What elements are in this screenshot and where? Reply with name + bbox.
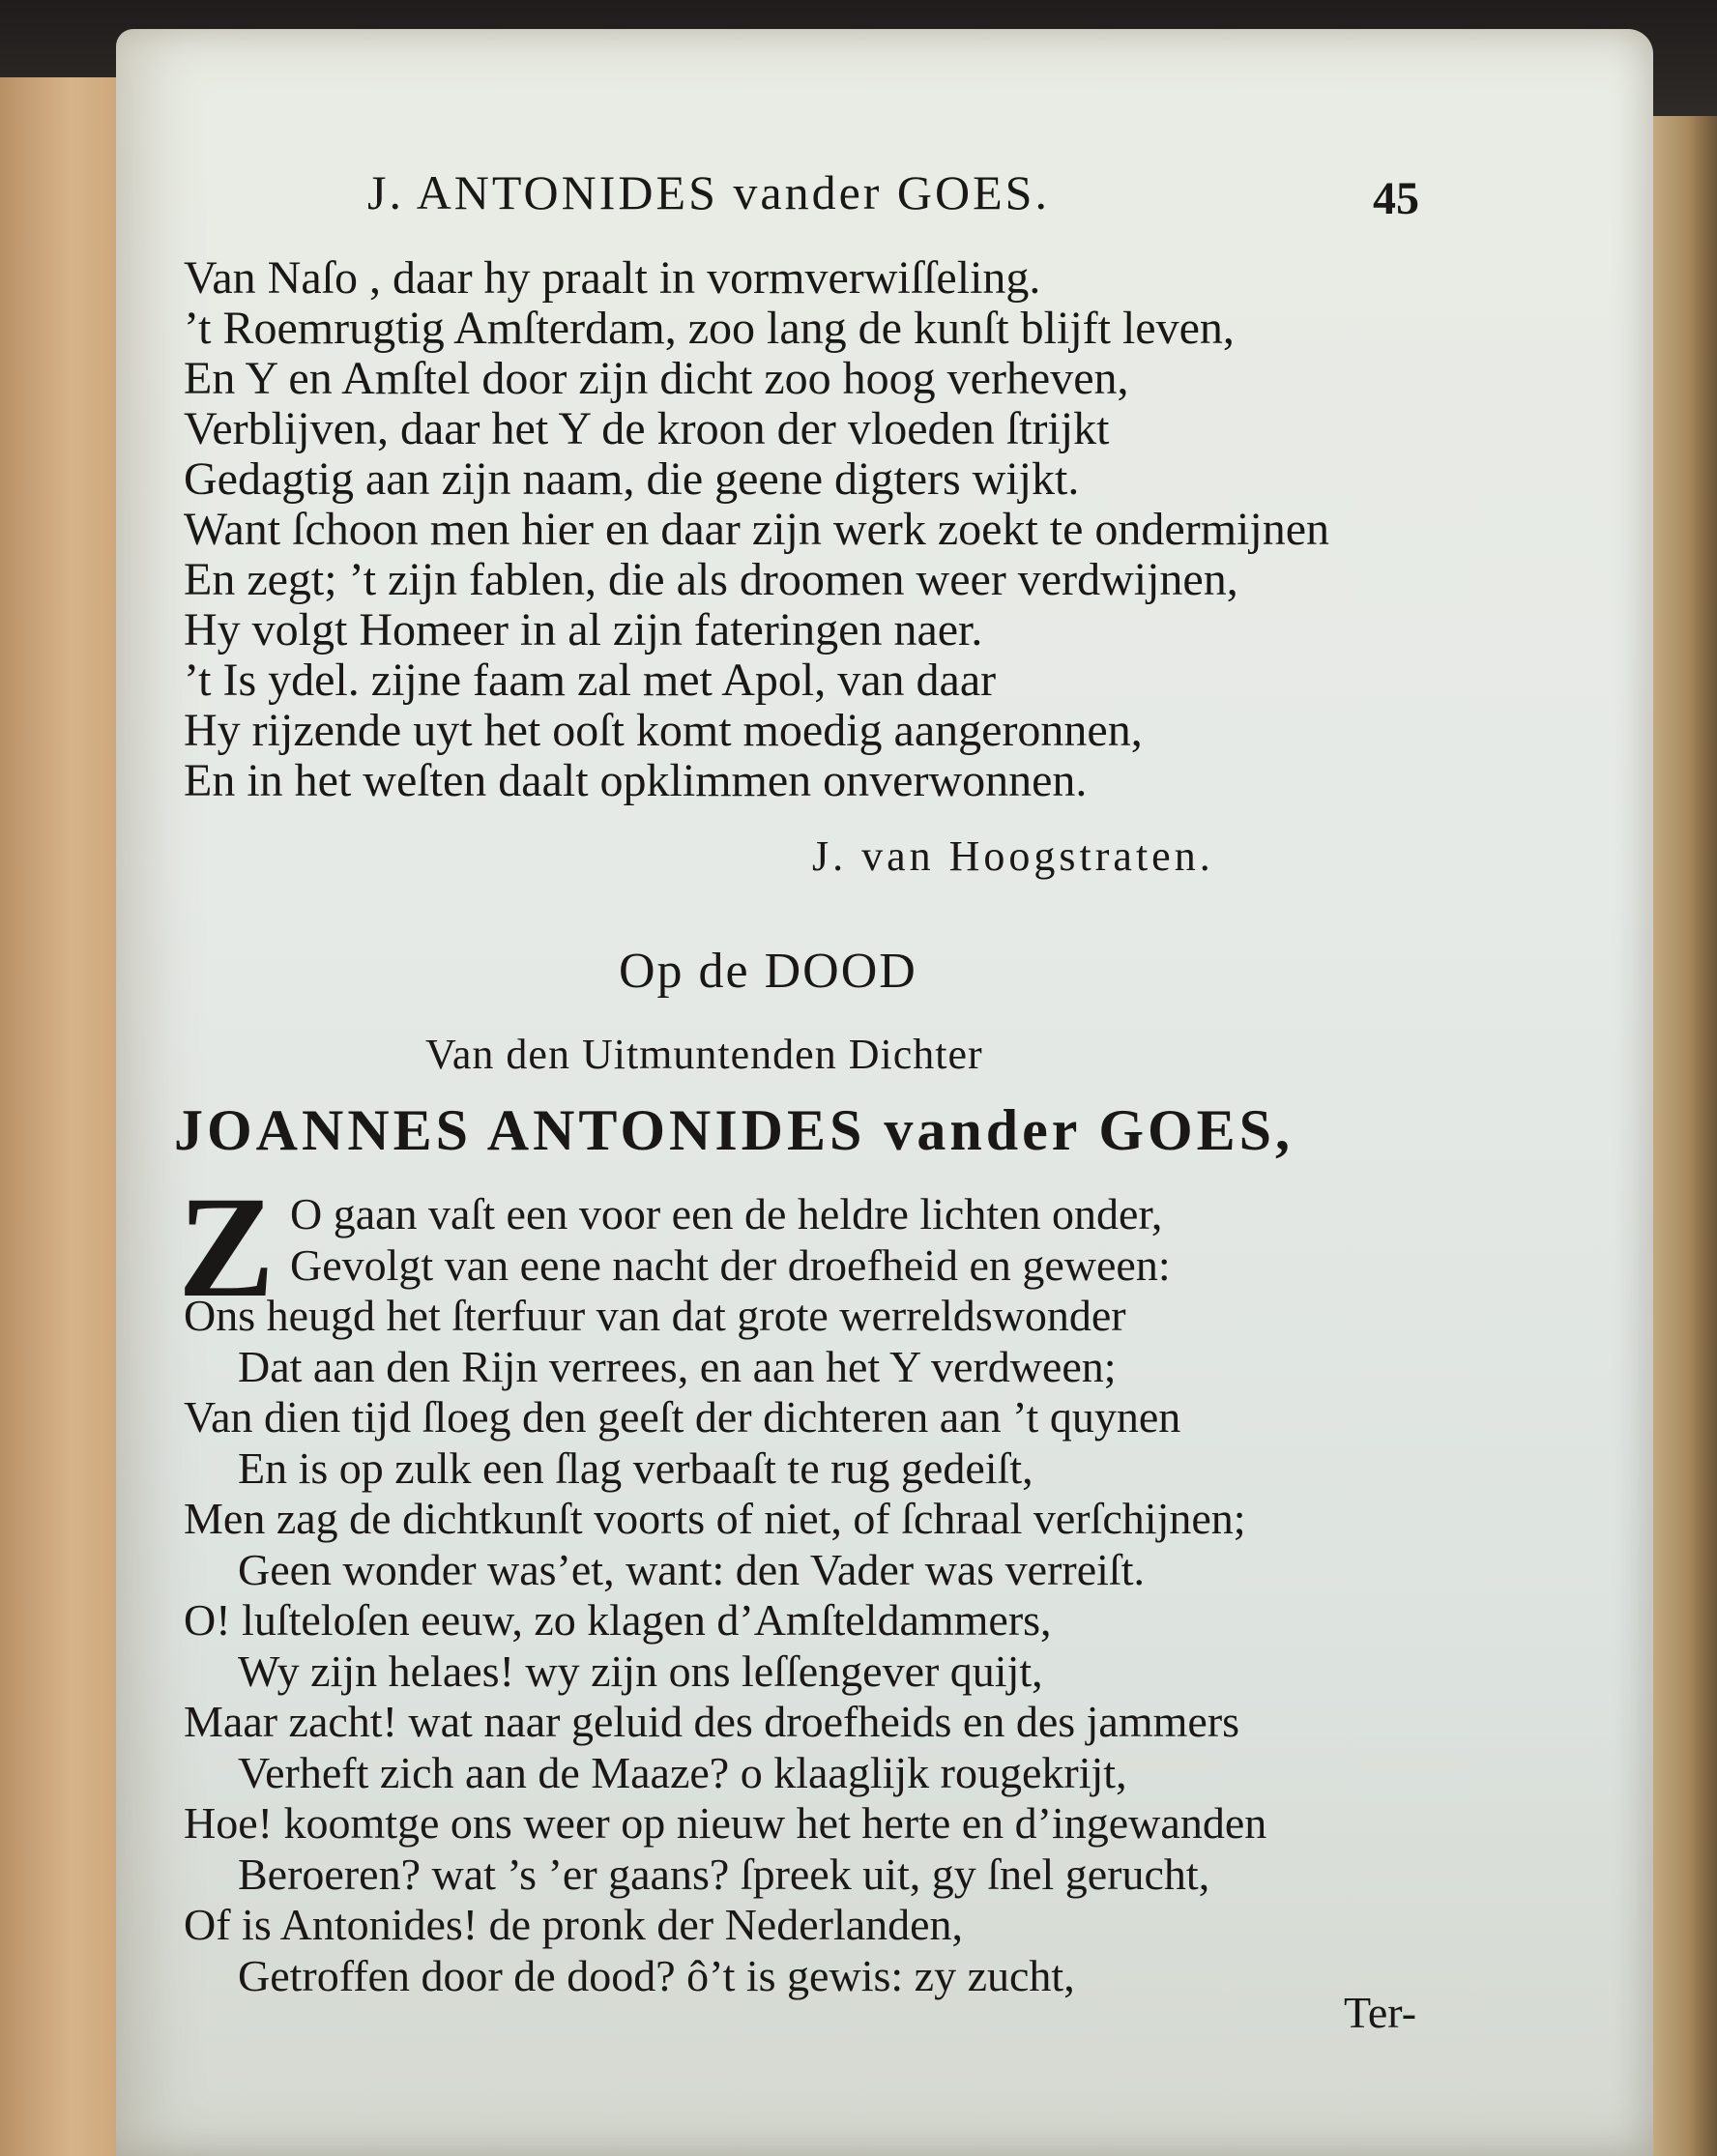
poem-line: Maar zacht! wat naar geluid des droefheids en des jammers <box>184 1697 1240 1746</box>
book-fore-edge <box>1644 116 1717 2156</box>
page-number: 45 <box>1373 173 1419 224</box>
poem-line: Van dien tijd ſloeg den geeſt der dichteren aan ’t quynen <box>184 1392 1181 1442</box>
poem-line: Ons heugd het ſterfuur van dat grote werreldswonder <box>184 1291 1126 1340</box>
poem-title-line-2: Van den Uitmuntenden Dichter <box>425 1031 983 1078</box>
running-title: J. ANTONIDES vander GOES. <box>367 165 1050 219</box>
left-page-edge <box>0 77 131 2156</box>
poem-line: O! luſteloſen eeuw, zo klagen d’Amſteldammers, <box>184 1595 1052 1645</box>
catchword: Ter- <box>1344 1988 1417 2037</box>
poem-line: Dat aan den Rijn verrees, en aan het Y verdween; <box>238 1341 1117 1391</box>
drop-cap: Z <box>178 1167 276 1327</box>
poem-line: Hy rijzende uyt het ooſt komt moedig aangeronnen, <box>184 705 1143 756</box>
poem-line: Verheft zich aan de Maaze? o klaaglijk rougekrijt, <box>238 1747 1127 1797</box>
poem-line: Verblijven, daar het Y de kroon der vloeden ſtrijkt <box>184 403 1110 454</box>
poem-line: Beroeren? wat ’s ’er gaans? ſpreek uit, gy ſnel gerucht, <box>238 1849 1210 1899</box>
poem-line: Gevolgt van eene nacht der droefheid en geween: <box>290 1239 1171 1290</box>
poem-line: Want ſchoon men hier en daar zijn werk zoekt te ondermijnen <box>184 504 1330 555</box>
poem-line: ’t Roemrugtig Amſterdam, zoo lang de kunſt blijft leven, <box>184 303 1235 354</box>
poem-line: En zegt; ’t zijn fablen, die als droomen weer verdwijnen, <box>184 554 1238 605</box>
poem-line: O gaan vaſt een voor een de heldre lichten onder, <box>290 1189 1163 1238</box>
poem-line: Van Naſo , daar hy praalt in vormverwiſſeling. <box>184 252 1041 304</box>
poem-title-line-1: Op de DOOD <box>619 944 917 999</box>
poem-continuation <box>184 253 1586 806</box>
elegy-poem <box>184 1189 1586 2001</box>
poem-line: En is op zulk een ſlag verbaaſt te rug gedeiſt, <box>238 1442 1033 1493</box>
poem-line: Hy volgt Homeer in al zijn fateringen naer. <box>184 604 983 656</box>
poem-line: Men zag de dichtkunſt voorts of niet, of ſchraal verſchijnen; <box>184 1494 1246 1543</box>
poem-line: Of is Antonides! de pronk der Nederlanden, <box>184 1900 964 1949</box>
poem-line: En in het weſten daalt opklimmen onverwonnen. <box>184 755 1088 806</box>
poem-line: Hoe! koomtge ons weer op nieuw het herte en d’ingewanden <box>184 1798 1267 1848</box>
poem-line: En Y en Amſtel door zijn dicht zoo hoog verheven, <box>184 353 1129 404</box>
poem-title-line-3: JOANNES ANTONIDES vander GOES, <box>174 1098 1295 1162</box>
book-page <box>116 29 1653 2156</box>
poem-line: Getroffen door de dood? ô’t is gewis: zy zucht, <box>238 1950 1075 2000</box>
author-signature: J. van Hoogstraten. <box>812 832 1214 880</box>
poem-line: ’t Is ydel. zijne faam zal met Apol, van daar <box>184 655 997 706</box>
poem-line: Wy zijn helaes! wy zijn ons leſſengever quijt, <box>238 1646 1043 1696</box>
poem-line: Geen wonder was’et, want: den Vader was verreiſt. <box>238 1544 1145 1594</box>
poem-line: Gedagtig aan zijn naam, die geene digters wijkt. <box>184 453 1080 505</box>
